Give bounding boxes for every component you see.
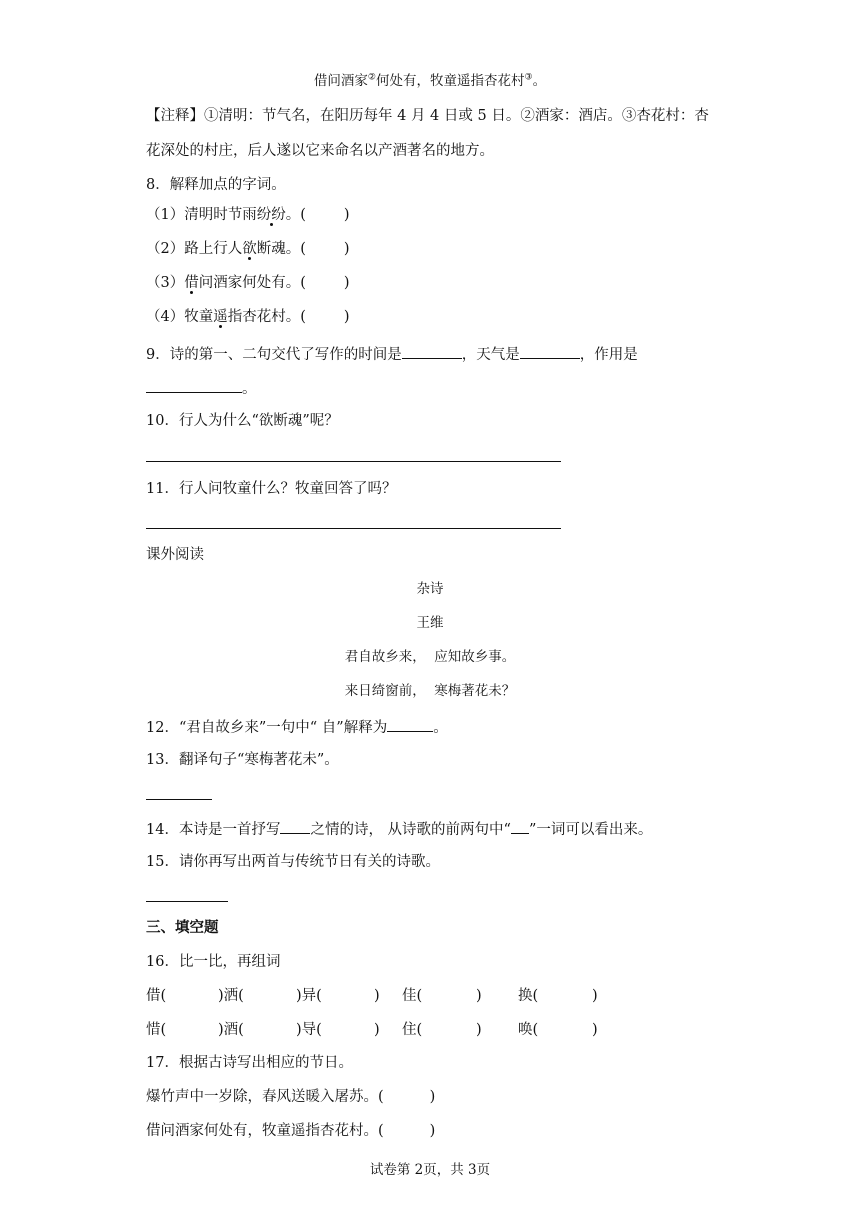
dotted-word: 欲 — [242, 241, 257, 257]
poem-line: 君自故乡来， 应知故乡事。 — [344, 649, 516, 665]
answer-line[interactable] — [146, 901, 228, 902]
question-8-item: （2）路上行人欲断魂。( ) — [146, 241, 350, 257]
dotted-word: 借 — [184, 275, 199, 291]
poem-author: 王维 — [416, 615, 444, 631]
poem-line: 来日绮窗前， 寒梅著花未？ — [344, 683, 516, 699]
answer-line[interactable] — [146, 799, 212, 800]
section-heading: 三、填空题 — [146, 919, 219, 936]
dotted-word: 纷纷 — [256, 207, 286, 223]
question-9-continued: 。 — [146, 377, 257, 399]
footnote-marker: ② — [367, 72, 376, 83]
annotation-line-2: 花深处的村庄，后人遂以它来命名以产酒著名的地方。 — [146, 143, 494, 159]
question-11: 11．行人问牧童什么？牧童回答了吗？ — [146, 481, 397, 497]
answer-blank[interactable] — [280, 818, 310, 834]
question-17-title: 17．根据古诗写出相应的节日。 — [146, 1055, 353, 1071]
annotation-line-1: 【注释】①清明：节气名，在阳历每年 4 月 4 日或 5 日。②酒家：酒店。③杏花村：杏 — [146, 108, 709, 124]
question-8-item: （4）牧童遥指杏花村。( ) — [146, 309, 350, 325]
answer-blank[interactable] — [520, 343, 580, 359]
question-8-item: （3）借问酒家何处有。( ) — [146, 275, 350, 291]
answer-blank[interactable] — [387, 716, 433, 732]
question-9: 9．诗的第一、二句交代了写作的时间是 ，天气是 ，作用是 — [146, 343, 638, 365]
page-footer: 试卷第 2页，共 3页 — [369, 1162, 491, 1178]
answer-line[interactable] — [146, 461, 561, 462]
question-8-item: （1）清明时节雨纷纷。( ) — [146, 207, 350, 223]
question-14: 14．本诗是一首抒写 之情的诗， 从诗歌的前两句中“ ”一词可以看出来。 — [146, 818, 652, 840]
question-17-item: 爆竹声中一岁除，春风送暖入屠苏。( ) — [146, 1089, 436, 1105]
question-13: 13．翻译句子“寒梅著花未”。 — [146, 752, 339, 768]
question-16-title: 16．比一比，再组词 — [146, 954, 281, 970]
answer-blank[interactable] — [511, 818, 529, 834]
question-12: 12．“君自故乡来”一句中“ 自”解释为 。 — [146, 716, 448, 738]
dotted-word: 遥 — [213, 309, 228, 325]
footnote-marker: ③ — [524, 72, 533, 83]
poem-line: 借问酒家②何处有，牧童遥指杏花村③。 — [313, 72, 547, 89]
poem-title: 杂诗 — [416, 581, 444, 597]
question-8-title: 8．解释加点的字词。 — [146, 177, 286, 193]
question-17-item: 借问酒家何处有，牧童遥指杏花村。( ) — [146, 1123, 436, 1139]
answer-line[interactable] — [146, 528, 561, 529]
question-15: 15．请你再写出两首与传统节日有关的诗歌。 — [146, 854, 440, 870]
question-10: 10．行人为什么“欲断魂”呢？ — [146, 413, 339, 429]
section-heading: 课外阅读 — [146, 547, 204, 563]
answer-blank[interactable] — [146, 377, 242, 393]
answer-blank[interactable] — [402, 343, 462, 359]
